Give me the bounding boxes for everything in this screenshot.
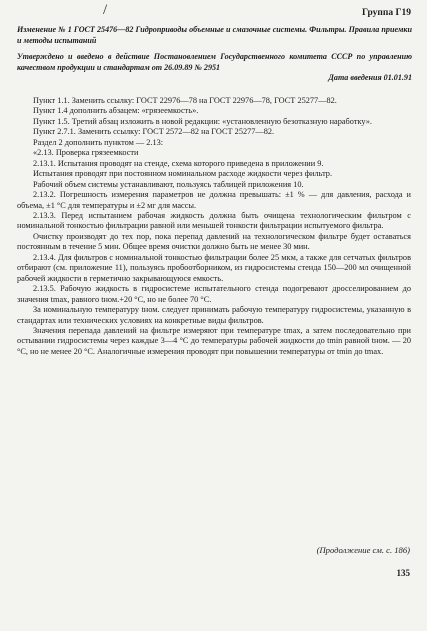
document-body bbox=[17, 96, 411, 357]
effective-date: Дата введения 01.01.91 bbox=[328, 73, 412, 82]
approval-text: Утверждено и введено в действие Постановлением Государственного комитета СССР по управлению качеством продукции и стандартам от 26.09.89 № 2951 bbox=[17, 52, 412, 72]
paragraph: Пункт 1.5. Третий абзац изложить в новой редакции: «установленную безотказную наработку». bbox=[33, 116, 372, 126]
paragraph: Пункт 1.4 дополнить абзацем: «грязеемкость». bbox=[33, 106, 199, 116]
paragraph: 2.13.3. Перед испытанием рабочая жидкость должна быть очищена технологическим фильтром с номинальной тонкостью фильтрации равной или меньшей тонкости фильтрации испытуемого фильтра. bbox=[17, 210, 411, 231]
paragraph: Раздел 2 дополнить пунктом — 2.13: bbox=[33, 137, 164, 147]
section-heading: «2.13. Проверка грязеемкости bbox=[33, 148, 139, 158]
continuation-note: (Продолжение см. с. 186) bbox=[316, 545, 410, 555]
handwritten-mark: / bbox=[103, 2, 108, 18]
paragraph: 2.13.2. Погрешность измерения параметров не должна превышать: ±1 % — для давления, расхода и объема, ±1 °C для температуры и ±2 мг для массы. bbox=[17, 190, 411, 210]
paragraph: Пункт 2.7.1. Заменить ссылку: ГОСТ 2572—82 на ГОСТ 25277—82. bbox=[33, 127, 275, 137]
paragraph: 2.13.4. Для фильтров с номинальной тонкостью фильтрации более 25 мкм, а также для сетчатых фильтров отбирают (см. приложение 11), пользуясь пробоотборником, из гидросистемы стенда 150—200 мл очищенной рабочей жидкости в герметично закрывающуюся емкость. bbox=[17, 252, 411, 283]
paragraph: 2.13.1. Испытания проводят на стенде, схема которого приведена в приложении 9. bbox=[33, 158, 324, 168]
paragraph: Испытания проводят при постоянном номинальном расходе жидкости через фильтр. bbox=[33, 169, 333, 179]
paragraph: Значения перепада давлений на фильтре измеряют при температуре tmax, а затем последовательно при остывании гидросистемы через каждые 3—4 °C до температуры рабочей жидкости до tmin равной tном. — 20 °C, но не менее 20 °C. Аналогичные измерения проводят при повышении температуры от tmin до tmax. bbox=[17, 325, 411, 356]
change-title: Изменение № 1 ГОСТ 25476—82 Гидроприводы объемные и смазочные системы. Фильтры. Правила приемки и методы испытаний bbox=[17, 25, 412, 45]
paragraph: Очистку производят до тех пор, пока перепад давлений на технологическом фильтре будет оставаться постоянным в течение 5 мин. Общее время очистки должно быть не менее 30 мин. bbox=[17, 231, 411, 252]
paragraph: Рабочий объем системы устанавливают, пользуясь таблицей приложения 10. bbox=[33, 179, 304, 189]
paragraph: Пункт 1.1. Заменить ссылку: ГОСТ 22976—78 на ГОСТ 22976—78, ГОСТ 25277—82. bbox=[33, 96, 337, 105]
paragraph: За номинальную температуру tном. следует принимать рабочую температуру гидросистемы, указанную в стандартах или технических условиях на конкретные виды фильтров. bbox=[17, 305, 411, 325]
approval-block bbox=[17, 52, 412, 84]
paragraph: 2.13.5. Рабочую жидкость в гидросистеме испытательного стенда подогревают дросселированием до значения tmax, равного tном.+20 °C, но не более 70 °C. bbox=[17, 284, 411, 304]
group-label: Группа Г19 bbox=[362, 8, 411, 18]
page-number: 135 bbox=[396, 568, 410, 578]
